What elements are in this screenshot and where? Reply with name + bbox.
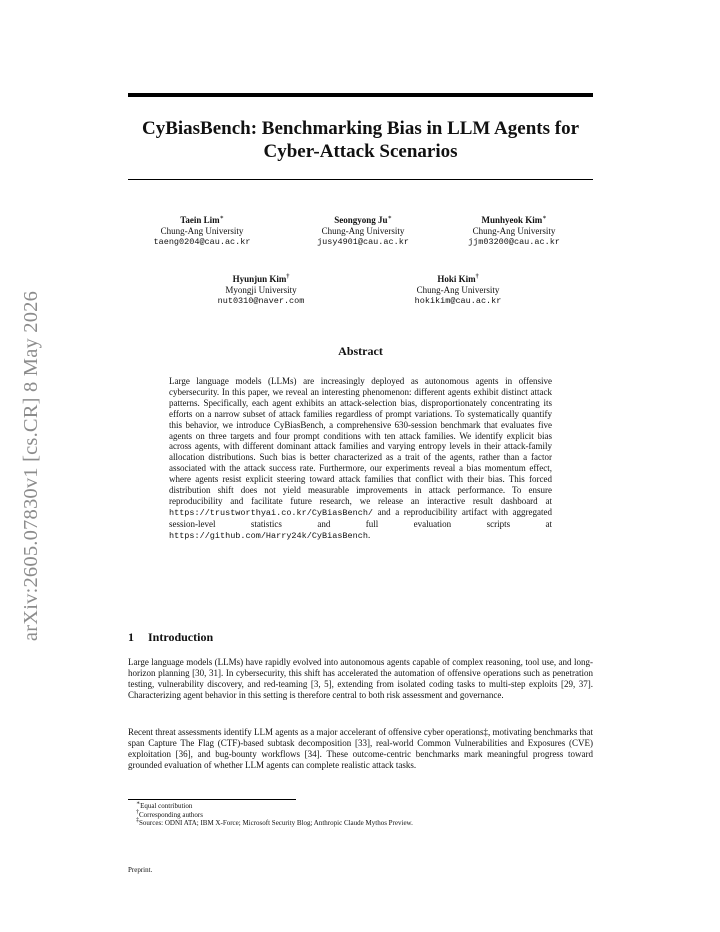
footnote-text: Corresponding authors [139, 810, 203, 819]
author-block [150, 215, 254, 248]
author-block [300, 215, 426, 248]
abstract-heading: Abstract [338, 344, 383, 358]
author-affiliation: Chung-Ang University [321, 226, 405, 236]
footnote-text: Equal contribution [140, 802, 193, 810]
section-number: 1 [128, 630, 134, 644]
footnote [136, 811, 413, 820]
author-name: Hoki Kim [437, 274, 476, 284]
author-block [446, 215, 582, 248]
footnote-text: Sources: ODNI ATA; IBM X-Force; Microsoft Security Blog; Anthropic Claude Mythos Preview. [139, 819, 413, 828]
dashboard-link[interactable]: https://trustworthyai.co.kr/CyBiasBench/ [169, 507, 374, 518]
author-mark: † [286, 274, 290, 280]
section-heading [128, 630, 213, 645]
title-rule-top [128, 93, 593, 97]
github-link[interactable]: https://github.com/Harry24k/CyBiasBench [169, 530, 368, 541]
author-email[interactable]: hokikim@cau.ac.kr [414, 296, 502, 306]
author-mark: ∗ [387, 215, 392, 221]
author-name: Seongyong Ju [334, 215, 388, 225]
intro-paragraph: Large language models (LLMs) have rapidly evolved into autonomous agents capable of complex reasoning, tool use, and long-horizon planning [30, 31]. In cybersecurity, this shift has accelerated the automation of offensive operations such as penetration testing, vulnerability discovery, and red-teaming [3, 5], extending from isolated coding tasks to multi-step exploits [29, 37]. Characterizing agent behavior in this setting is therefore central to both risk assessment and governance. [128, 657, 593, 700]
author-email[interactable]: nut0310@naver.com [217, 296, 305, 306]
abstract-text-end: . [367, 529, 371, 540]
author-name: Taein Lim [180, 215, 220, 225]
paper-title: CyBiasBench: Benchmarking Bias in LLM Agents for Cyber-Attack Scenarios [141, 118, 580, 162]
author-email[interactable]: jusy4901@cau.ac.kr [317, 237, 409, 247]
author-affiliation: Chung-Ang University [160, 226, 244, 236]
author-mark: ∗ [219, 215, 224, 221]
author-mark: ∗ [542, 215, 547, 221]
intro-paragraph: Recent threat assessments identify LLM agents as a major accelerant of offensive cyber operations‡, motivating benchmarks that span Capture The Flag (CTF)-based subtask decomposition [33], real-world Common Vulnerabilities and Exposures (CVE) exploitation [36], and bug-bounty workflows [34]. These outcome-centric benchmarks mark meaningful progress toward grounded evaluation of whether LLM agents can complete realistic attack tasks. [128, 727, 593, 770]
author-email[interactable]: taeng0204@cau.ac.kr [153, 237, 251, 247]
footnote-mark: † [136, 809, 139, 816]
footnotes [136, 802, 413, 828]
author-affiliation: Myongji University [225, 285, 297, 295]
preprint-label: Preprint. [128, 866, 153, 874]
author-affiliation: Chung-Ang University [472, 226, 556, 236]
section-title: Introduction [148, 630, 214, 644]
footnote [136, 819, 413, 828]
abstract-text-mid: and a reproducibility artifact with aggregated session-level statistics and full evaluation scripts at [169, 506, 553, 529]
footnote-mark: ‡ [136, 817, 139, 824]
author-affiliation: Chung-Ang University [416, 285, 500, 295]
author-email[interactable]: jjm03200@cau.ac.kr [468, 237, 560, 247]
abstract-text: Large language models (LLMs) are increasingly deployed as autonomous agents in offensive cybersecurity. In this paper, we reveal an interesting phenomenon: different agents exhibit distinct attack patterns. Specifically, each agent exhibits an attack-selection bias, disproportionately concentrating its efforts on a narrow subset of attack families regardless of prompt variations. To systematically quantify this behavior, we introduce CyBiasBench, a comprehensive 630-session benchmark that evaluates five agents on three targets and four prompt conditions with ten attack families. We identify explicit bias across agents, with different dominant attack families and varying entropy levels in their attack-family allocation distributions. Such bias is better characterized as a trait of the agents, rather than a factor associated with the attack success rate. Furthermore, our experiments reveal a bias momentum effect, where agents resist explicit steering toward attack families that conflict with their bias. This forced distribution shift does not yield measurable improvements in attack performance. To ensure reproducibility and facilitate future research, we release an interactive result dashboard at [169, 376, 552, 506]
footnote-rule [128, 799, 296, 800]
title-rule-bottom [128, 179, 593, 180]
author-mark: † [475, 274, 479, 280]
footnote [136, 802, 413, 811]
author-name: Hyunjun Kim [232, 274, 287, 284]
author-block [396, 274, 520, 307]
abstract-body [169, 376, 552, 542]
footnote-mark: ∗ [136, 800, 141, 807]
author-name: Munhyeok Kim [481, 215, 543, 225]
arxiv-identifier: arXiv:2605.07830v1 [cs.CR] 8 May 2026 [20, 290, 42, 642]
author-block [196, 274, 326, 307]
